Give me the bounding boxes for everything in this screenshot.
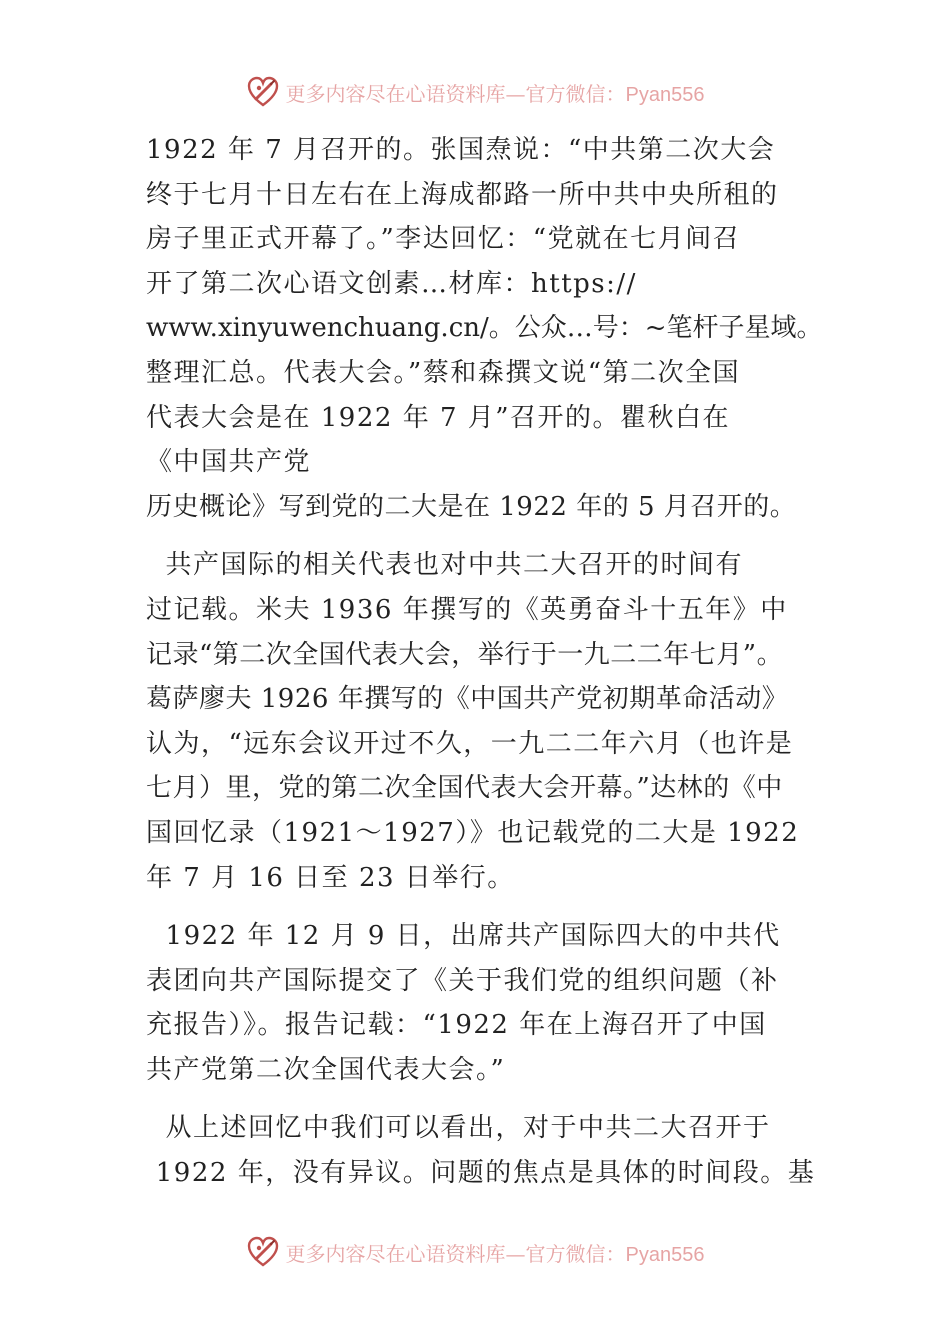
text-line: 共产党第二次全国代表大会。” (146, 1054, 506, 1085)
text-line: www.xinyuwenchuang.cn/。公众…号：~笔杆子星域。 (146, 313, 823, 344)
text-line: 1922 年 12 月 9 日，出席共产国际四大的中共代 (146, 921, 781, 952)
text-line: 七月）里，党的第二次全国代表大会开幕。”达林的《中 (146, 773, 783, 804)
text-line: 代表大会是在 1922 年 7 月”召开的。瞿秋白在 (146, 402, 731, 433)
document-body (146, 128, 826, 1196)
heart-pen-logo-icon (246, 75, 280, 109)
text-line: 共产国际的相关代表也对中共二大召开的时间有 (146, 550, 744, 581)
banner-text: 更多内容尽在心语资料库—官方微信：Pyan556 (285, 1241, 705, 1266)
wechat-id: Pyan556 (625, 1243, 705, 1266)
text-line: 房子里正式开幕了。”李达回忆：“党就在七月间召 (146, 224, 741, 255)
paragraph-1 (146, 128, 826, 529)
footer-banner (0, 1232, 950, 1272)
text-line: 整理汇总。代表大会。”蔡和森撰文说“第二次全国 (146, 357, 741, 388)
text-line: 《中国共产党 (146, 447, 312, 478)
header-banner (0, 72, 950, 112)
text-line: 过记载。米夫 1936 年撰写的《英勇奋斗十五年》中 (146, 594, 788, 625)
wechat-id: Pyan556 (625, 83, 705, 106)
heart-pen-logo-icon (246, 1235, 280, 1269)
text-line: 开了第二次心语文创素…材库：https:// (146, 268, 637, 299)
banner-text: 更多内容尽在心语资料库—官方微信：Pyan556 (285, 81, 705, 106)
text-line: 历史概论》写到党的二大是在 1922 年的 5 月召开的。 (146, 491, 797, 522)
text-line: 表团向共产国际提交了《关于我们党的组织问题（补 (146, 965, 779, 996)
text-line: 记录“第二次全国代表大会，举行于一九二二年七月”。 (146, 639, 784, 670)
text-line: 终于七月十日左右在上海成都路一所中共中央所租的 (146, 179, 779, 210)
paragraph-3 (146, 914, 826, 1092)
text-line: 从上述回忆中我们可以看出，对于中共二大召开于 (146, 1113, 771, 1144)
paragraph-4 (146, 1106, 826, 1195)
text-line: 葛萨廖夫 1926 年撰写的《中国共产党初期革命活动》 (146, 684, 789, 715)
text-line: 充报告）》。报告记载：“1922 年在上海召开了中国 (146, 1010, 767, 1041)
text-line: 年 7 月 16 日至 23 日举行。 (146, 862, 515, 893)
text-line: 国回忆录（1921～1927）》也记载党的二大是 1922 (146, 817, 800, 848)
text-line: 1922 年 7 月召开的。张国焘说：“中共第二次大会 (146, 135, 776, 165)
text-line: 认为，“远东会议开过不久，一九二二年六月（也许是 (146, 728, 794, 759)
text-line: 1922 年，没有异议。问题的焦点是具体的时间段。基 (146, 1158, 816, 1189)
paragraph-2 (146, 543, 826, 900)
